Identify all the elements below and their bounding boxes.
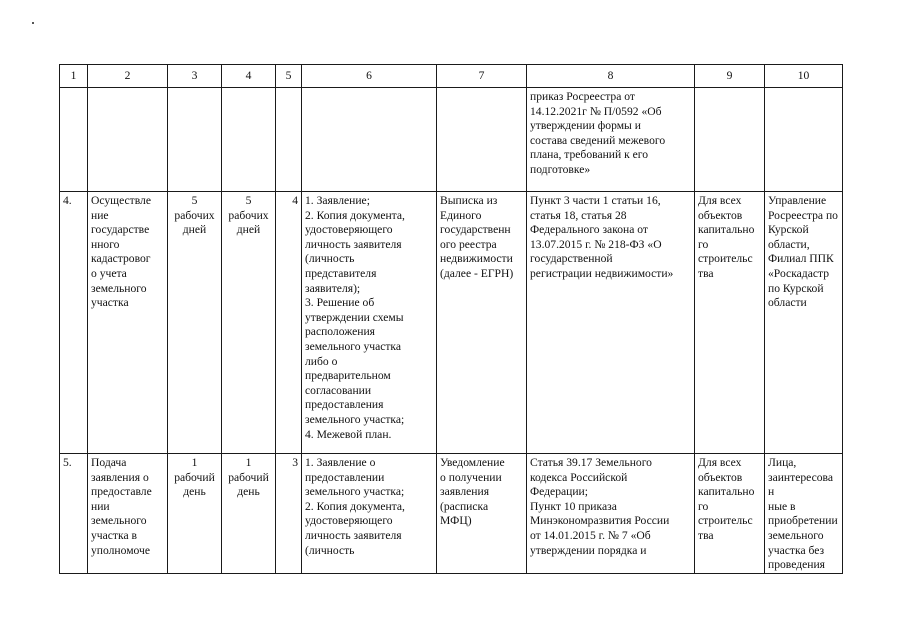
table-row: [60, 192, 843, 454]
header-cell-1: 1: [60, 65, 88, 88]
header-cell-4: 4: [222, 65, 276, 88]
objects-cell: Для всех объектов капитально го строительс тва: [695, 192, 765, 454]
count-cell: 3: [276, 454, 302, 574]
scan-speck: [32, 22, 34, 24]
responsible-cell: Лица, заинтересован ные в приобретении земельного участка без проведения: [765, 454, 843, 574]
term-cell: 1 рабочий день: [222, 454, 276, 574]
header-cell-2: 2: [88, 65, 168, 88]
legal-basis-cell: Статья 39.17 Земельного кодекса Российской Федерации; Пункт 10 приказа Минэкономразвития России от 14.01.2015 г. № 7 «Об утверждении порядка и: [527, 454, 695, 574]
term-cell: 5 рабочих дней: [168, 192, 222, 454]
term-cell: 5 рабочих дней: [222, 192, 276, 454]
responsible-cell: Управление Росреестра по Курской области, Филиал ППК «Роскадастр по Курской области: [765, 192, 843, 454]
responsible-cell: [765, 88, 843, 192]
header-cell-7: 7: [437, 65, 527, 88]
header-cell-10: 10: [765, 65, 843, 88]
header-cell-3: 3: [168, 65, 222, 88]
services-table: [59, 64, 843, 574]
header-cell-9: 9: [695, 65, 765, 88]
row-number-cell: [60, 88, 88, 192]
term-cell: 1 рабочий день: [168, 454, 222, 574]
count-cell: [276, 88, 302, 192]
legal-basis-cell: Пункт 3 части 1 статьи 16, статья 18, статья 28 Федерального закона от 13.07.2015 г. № 218-ФЗ «О государственной регистрации недвижимости»: [527, 192, 695, 454]
header-cell-6: 6: [302, 65, 437, 88]
row-number-cell: 4.: [60, 192, 88, 454]
service-name-cell: [88, 88, 168, 192]
header-cell-8: 8: [527, 65, 695, 88]
objects-cell: Для всех объектов капитально го строительс тва: [695, 454, 765, 574]
legal-basis-cell: приказ Росреестра от 14.12.2021г № П/0592 «Об утверждении формы и состава сведений межевого плана, требований к его подготовке»: [527, 88, 695, 192]
service-name-cell: Осуществле ние государстве нного кадастровог о учета земельного участка: [88, 192, 168, 454]
service-name-cell: Подача заявления о предоставле нии земельного участка в уполномоче: [88, 454, 168, 574]
documents-cell: 1. Заявление о предоставлении земельного участка; 2. Копия документа, удостоверяющего личность заявителя (личность: [302, 454, 437, 574]
result-cell: [437, 88, 527, 192]
documents-cell: [302, 88, 437, 192]
result-cell: Выписка из Единого государственн ого реестра недвижимости (далее - ЕГРН): [437, 192, 527, 454]
row-number-cell: 5.: [60, 454, 88, 574]
documents-cell: 1. Заявление; 2. Копия документа, удостоверяющего личность заявителя (личность представителя заявителя); 3. Решение об утверждении схемы расположения земельного участка либо о предварительном согласовании предоставления земельного участка; 4. Межевой план.: [302, 192, 437, 454]
count-cell: 4: [276, 192, 302, 454]
result-cell: Уведомление о получении заявления (расписка МФЦ): [437, 454, 527, 574]
term-cell: [168, 88, 222, 192]
term-cell: [222, 88, 276, 192]
objects-cell: [695, 88, 765, 192]
table-row: [60, 454, 843, 574]
table-row: [60, 88, 843, 192]
header-row: [60, 65, 843, 88]
header-cell-5: 5: [276, 65, 302, 88]
